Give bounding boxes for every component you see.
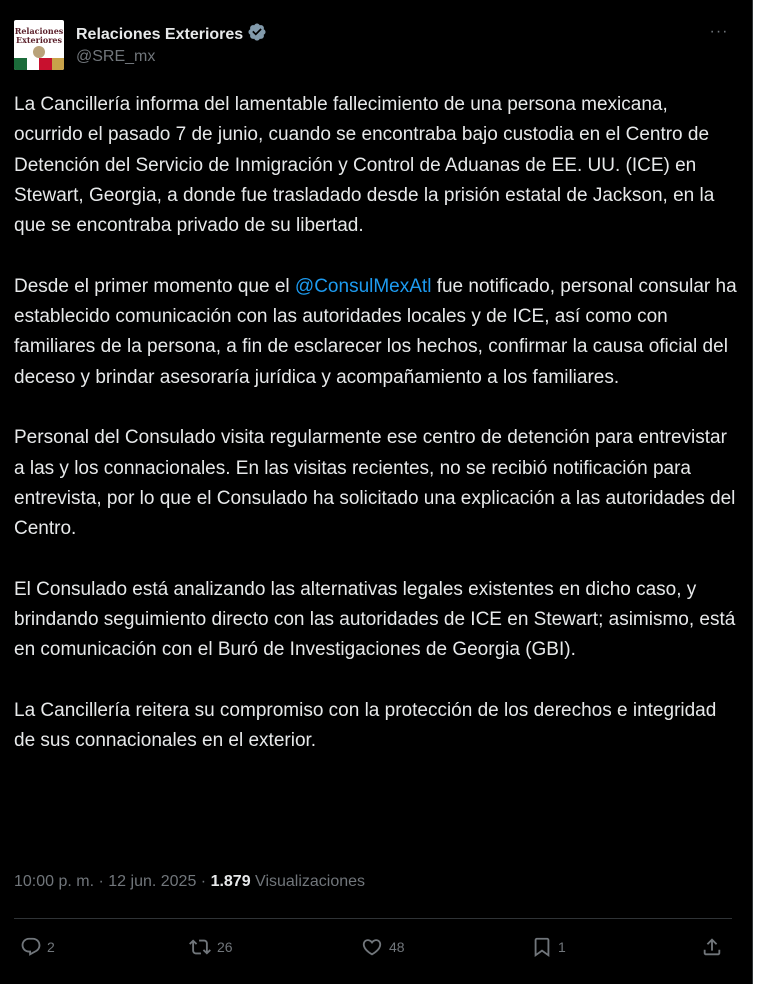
flag-stripe xyxy=(14,58,64,70)
share-button[interactable] xyxy=(701,933,723,961)
more-options-button[interactable] xyxy=(706,22,732,42)
post-paragraph xyxy=(14,423,738,544)
paragraph-text: La Cancillería informa del lamentable fallecimiento de una persona mexicana, ocurrido el pasado 7 de junio, cuando se encontraba bajo custodia en el Centro de Detención del Servicio de Inmigración y Control de Aduanas de EE. UU. (ICE) en Stewart, Georgia, a donde fue trasladado desde la prisión estatal de Jackson, en la que se encontraba privado de su libertad. xyxy=(14,94,715,237)
meta-separator: · xyxy=(196,873,211,890)
like-count: 48 xyxy=(389,939,405,955)
reply-count: 2 xyxy=(47,939,55,955)
views-count: 1.879 xyxy=(210,873,251,890)
like-button[interactable] xyxy=(360,933,405,961)
avatar[interactable] xyxy=(14,20,64,70)
post-paragraph xyxy=(14,696,738,757)
page-bottom-edge xyxy=(0,984,768,988)
paragraph-text: Desde el primer momento que el xyxy=(14,275,295,297)
post-paragraph xyxy=(14,272,738,393)
avatar-logo: Relaciones Exteriores xyxy=(14,26,64,45)
mention-link[interactable]: @ConsulMexAtl xyxy=(294,275,432,297)
page-gutter xyxy=(753,0,768,988)
verified-badge-icon xyxy=(247,22,267,47)
reply-button[interactable] xyxy=(20,933,55,961)
post-text xyxy=(14,90,738,757)
more-icon: ··· xyxy=(709,23,729,40)
divider xyxy=(14,918,732,919)
bookmark-count: 1 xyxy=(558,939,566,955)
meta-separator: · xyxy=(94,873,109,890)
views-label: Visualizaciones xyxy=(250,873,366,890)
paragraph-text: fue notificado, personal consular ha establecido comunicación con las autoridades locales y de ICE, así como con familiares de la persona, a fin de esclarecer los hechos, confirmar la causa oficial del deceso y brindar asesoraría jurídica y acompañamiento a los familiares. xyxy=(14,275,737,388)
repost-count: 26 xyxy=(217,939,233,955)
post-time[interactable]: 10:00 p. m. xyxy=(14,873,95,890)
display-name[interactable]: Relaciones Exteriores xyxy=(76,25,244,43)
bookmark-button[interactable] xyxy=(531,933,566,961)
repost-icon xyxy=(188,936,212,958)
post-date[interactable]: 12 jun. 2025 xyxy=(108,873,197,890)
share-icon xyxy=(701,936,723,958)
seal-icon xyxy=(33,46,45,58)
heart-icon xyxy=(360,936,384,958)
post-paragraph xyxy=(14,575,738,666)
repost-button[interactable] xyxy=(188,933,233,961)
paragraph-text: El Consulado está analizando las alternativas legales existentes en dicho caso, y brindando seguimiento directo con las autoridades de ICE en Stewart; asimismo, está en comunicación con el Buró de Investigaciones de Georgia (GBI). xyxy=(14,578,736,661)
post-meta xyxy=(14,873,365,891)
user-handle[interactable]: @SRE_mx xyxy=(76,48,156,65)
post-paragraph xyxy=(14,90,738,241)
reply-icon xyxy=(20,936,42,958)
author-name-row xyxy=(76,22,267,47)
bookmark-icon xyxy=(531,936,553,958)
paragraph-text: La Cancillería reitera su compromiso con la protección de los derechos e integridad de sus connacionales en el exterior. xyxy=(14,699,717,752)
paragraph-text: Personal del Consulado visita regularmente ese centro de detención para entrevistar a las y los connacionales. En las visitas recientes, no se recibió notificación para entrevista, por lo que el Consulado ha solicitado una explicación a las autoridades del Centro. xyxy=(14,427,736,540)
